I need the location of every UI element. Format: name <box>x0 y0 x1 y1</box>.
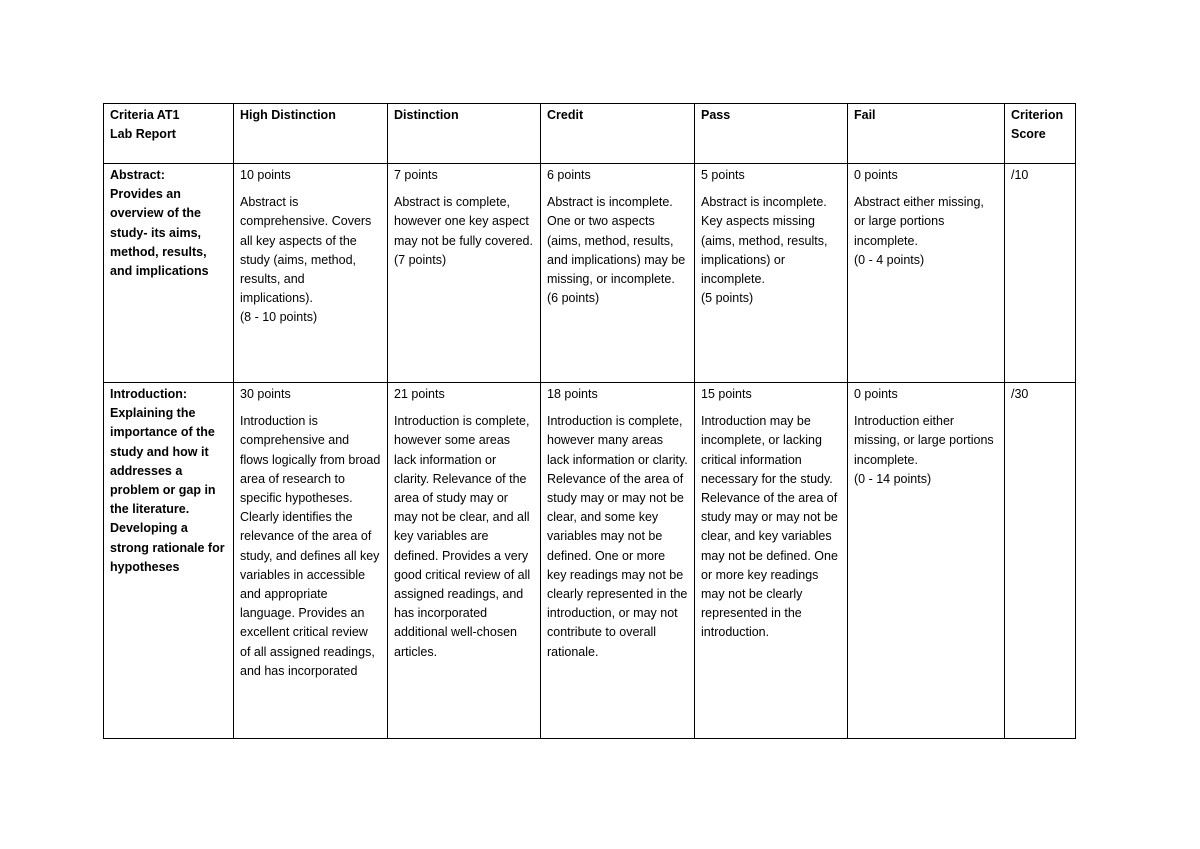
header-row <box>104 104 1076 164</box>
level-cell-high-distinction <box>234 164 388 383</box>
level-points: 5 points <box>701 168 745 182</box>
level-range: (0 - 4 points) <box>854 252 925 267</box>
level-points: 30 points <box>240 387 291 401</box>
level-points: 7 points <box>394 168 438 182</box>
score-heading-line1: Criterion <box>1011 108 1064 122</box>
level-points: 0 points <box>854 387 898 401</box>
level-description: Abstract is incomplete. One or two aspects (aims, method, results, and implications) may be missing, or incomplete. <box>547 195 686 287</box>
level-cell-high-distinction <box>234 383 388 739</box>
level-range: (0 - 14 points) <box>854 471 932 486</box>
level-description: Introduction is complete, however many areas lack information or clarity. Relevance of the area of study may or may not be clear, and some key variables may not be defined. One or more key readings may not be clearly represented in the introduction, or may not contribute to overall rationale. <box>547 414 688 659</box>
criterion-cell <box>104 383 234 739</box>
criteria-subheading: Lab Report <box>110 127 176 142</box>
level-cell-pass <box>695 383 848 739</box>
level-cell-distinction <box>388 164 541 383</box>
criterion-score-cell: /10 <box>1005 164 1076 383</box>
level-range: (5 points) <box>701 291 754 306</box>
level-description: Introduction may be incomplete, or lacking critical information necessary for the study. Relevance of the area of study may or may not be clear, and key variables may not be defined. One or more key readings may not be clearly represented in the introduction. <box>701 414 838 640</box>
level-range: (7 points) <box>394 252 447 267</box>
criterion-title: Introduction: <box>110 387 188 401</box>
level-cell-credit <box>541 164 695 383</box>
level-cell-fail <box>848 164 1005 383</box>
criterion-cell <box>104 164 234 383</box>
level-range: (6 points) <box>547 291 600 306</box>
level-points: 10 points <box>240 168 291 182</box>
level-points: 6 points <box>547 168 591 182</box>
level-description: Abstract is complete, however one key aspect may not be fully covered. <box>394 195 533 248</box>
rubric-table <box>103 103 1076 739</box>
level-description: Introduction is complete, however some areas lack information or clarity. Relevance of the area of study may or may not be clear, and all key variables are defined. Provides a very good critical review of all assigned readings, and has incorporated additional well-chosen articles. <box>394 414 531 659</box>
level-range: (8 - 10 points) <box>240 310 318 325</box>
header-pass: Pass <box>695 104 848 164</box>
score-heading-line2: Score <box>1011 127 1046 142</box>
level-description: Abstract is comprehensive. Covers all key aspects of the study (aims, method, results, and implications). <box>240 195 372 306</box>
criterion-score-cell: /30 <box>1005 383 1076 739</box>
criterion-description: Explaining the importance of the study and how it addresses a problem or gap in the literature. Developing a strong rationale for hypotheses <box>110 406 225 574</box>
level-description: Introduction is comprehensive and flows logically from broad area of research to specific hypotheses. Clearly identifies the relevance of the area of study, and defines all key variables in accessible and appropriate language. Provides an excellent critical review of all assigned readings, and has incorporated <box>240 414 381 678</box>
header-score-cell <box>1005 104 1076 164</box>
level-points: 18 points <box>547 387 598 401</box>
header-high-distinction: High Distinction <box>234 104 388 164</box>
level-description: Abstract is incomplete. Key aspects missing (aims, method, results, implications) or incomplete. <box>701 195 828 287</box>
level-cell-distinction <box>388 383 541 739</box>
level-points: 0 points <box>854 168 898 182</box>
level-cell-pass <box>695 164 848 383</box>
level-description: Introduction either missing, or large portions incomplete. <box>854 414 994 467</box>
level-cell-fail <box>848 383 1005 739</box>
level-cell-credit <box>541 383 695 739</box>
criterion-description: Provides an overview of the study- its aims, method, results, and implications <box>110 187 209 279</box>
header-credit: Credit <box>541 104 695 164</box>
header-criteria-cell <box>104 104 234 164</box>
level-description: Abstract either missing, or large portions incomplete. <box>854 195 984 248</box>
header-fail: Fail <box>848 104 1005 164</box>
rubric-row-abstract <box>104 164 1076 383</box>
level-points: 15 points <box>701 387 752 401</box>
rubric-row-introduction <box>104 383 1076 739</box>
criteria-heading: Criteria AT1 <box>110 108 180 122</box>
header-distinction: Distinction <box>388 104 541 164</box>
level-points: 21 points <box>394 387 445 401</box>
criterion-title: Abstract: <box>110 168 165 182</box>
